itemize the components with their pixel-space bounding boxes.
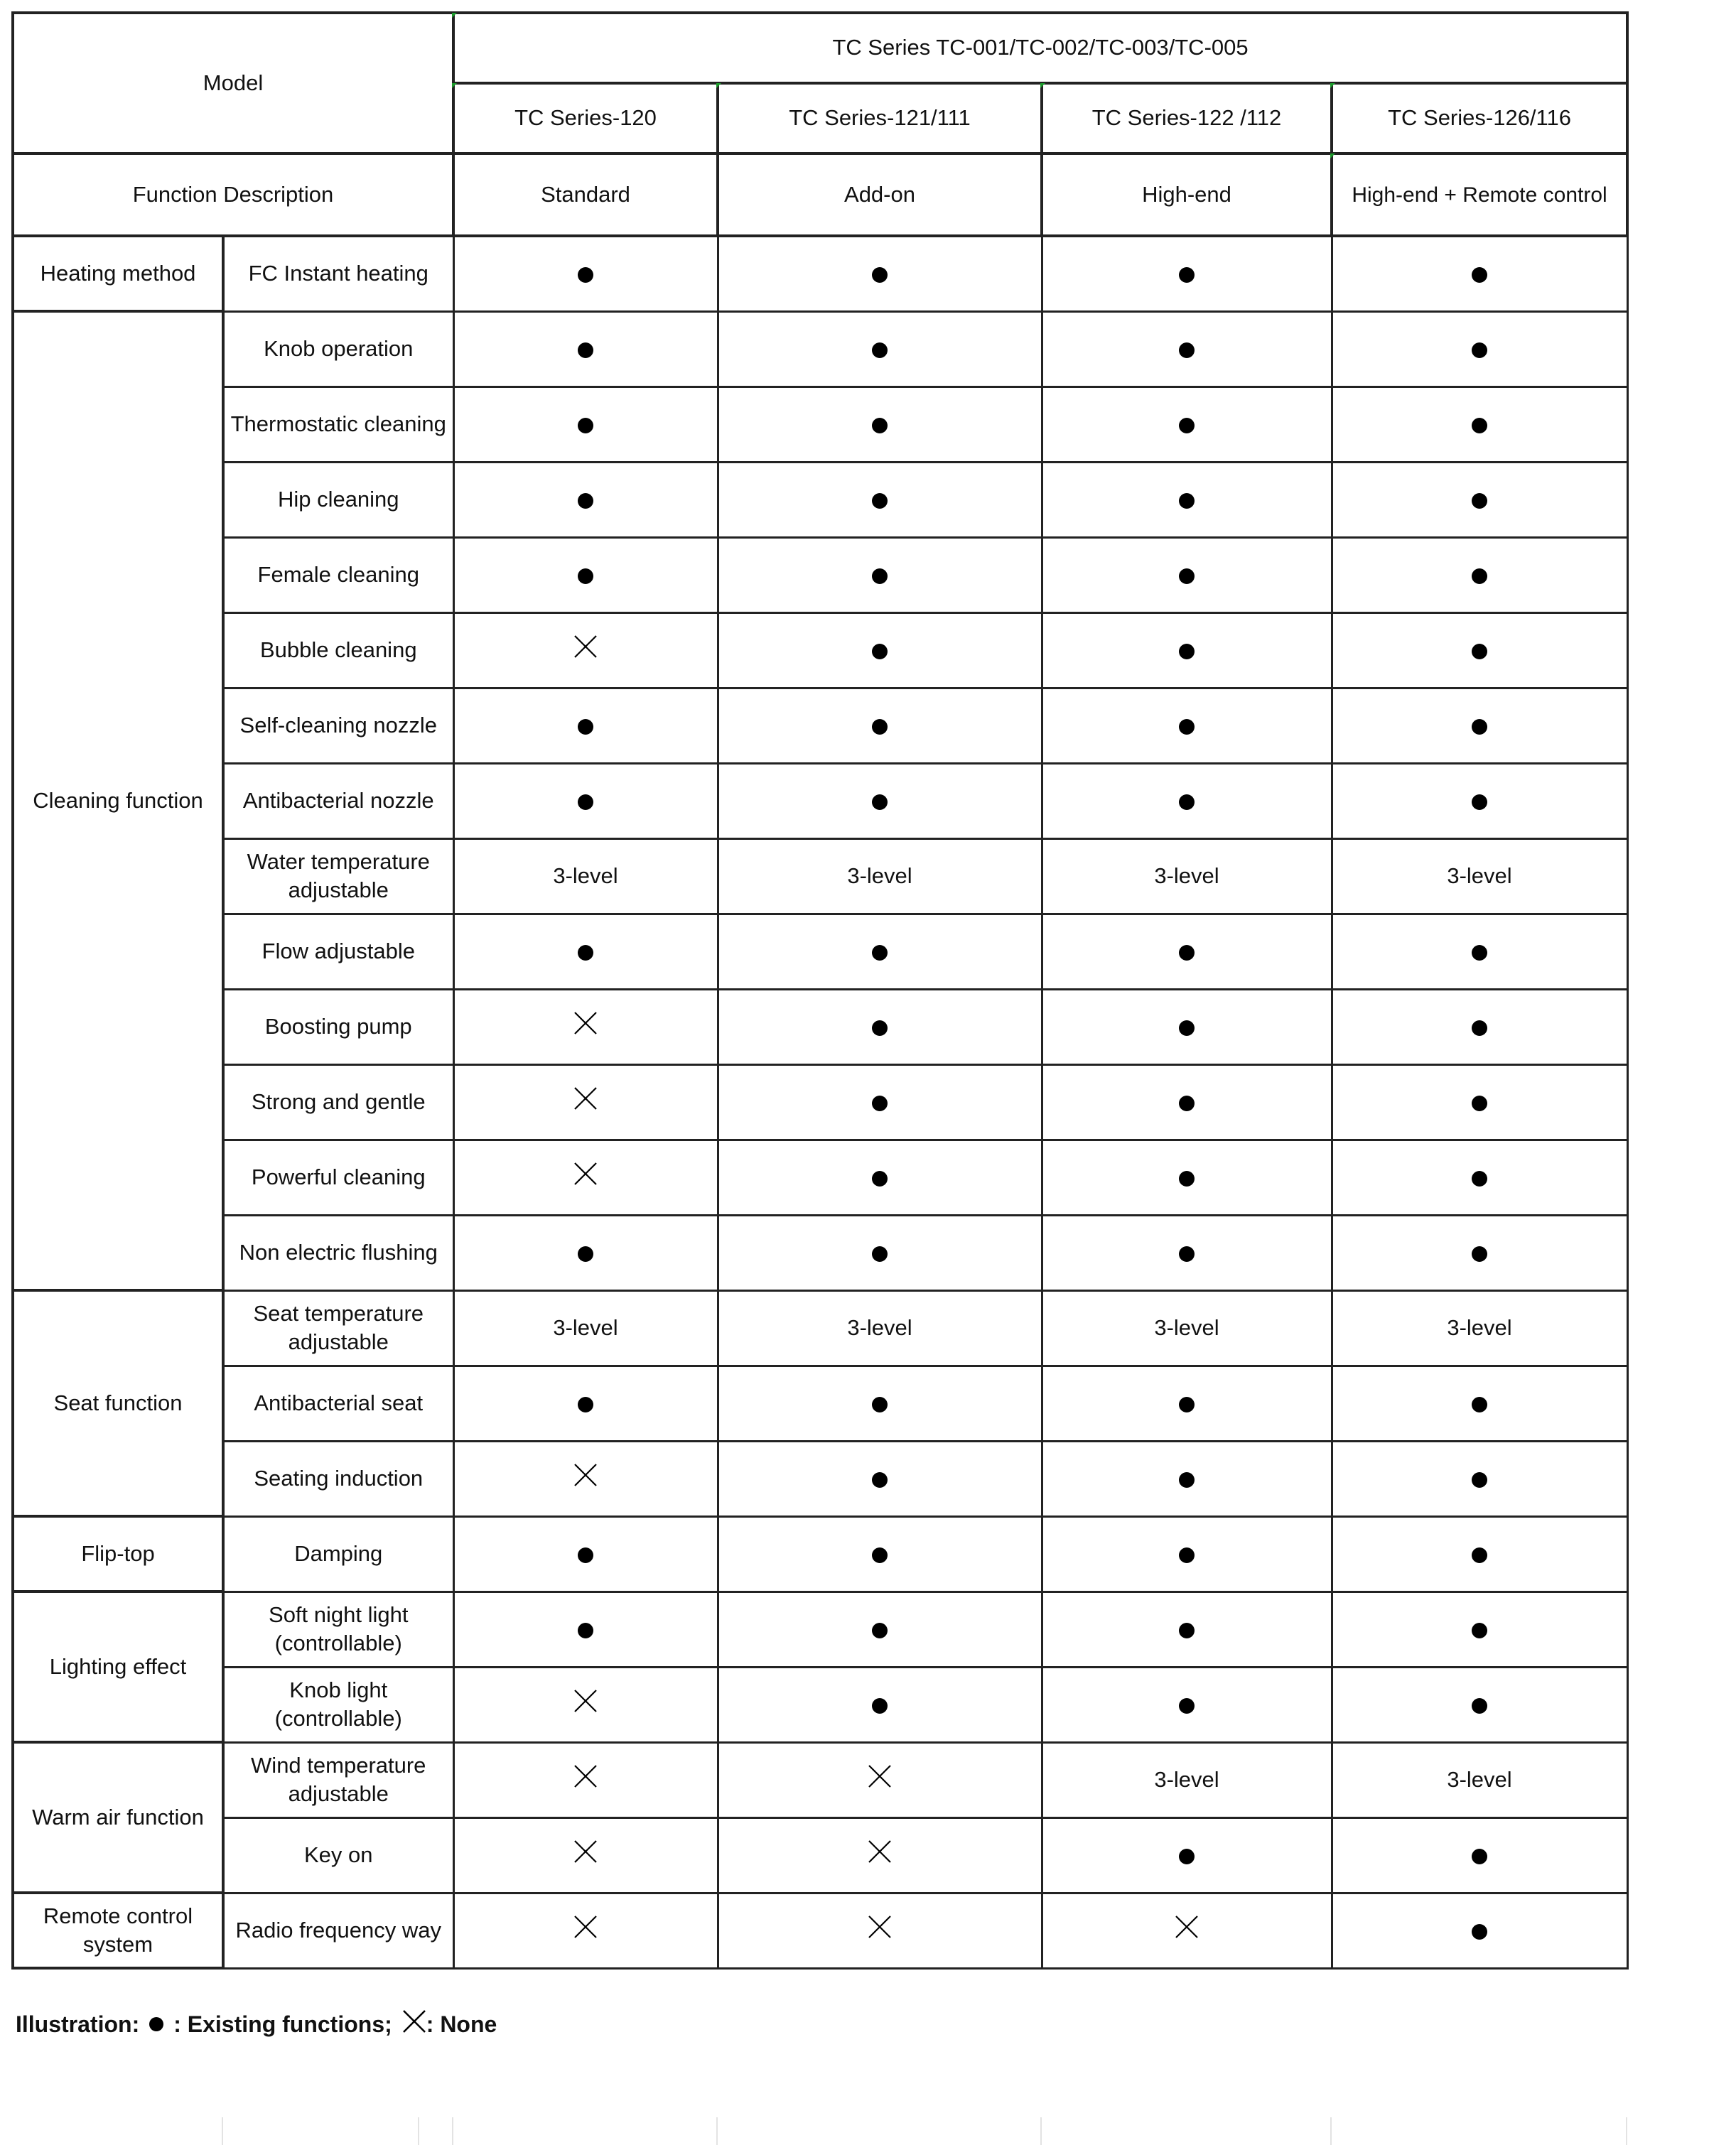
filled-dot-icon [578,493,593,509]
feature-label: Antibacterial nozzle [223,763,453,838]
comment-marker [1330,153,1335,158]
value-cell [718,387,1042,462]
value-cell [453,1140,718,1215]
filled-dot-icon [872,1096,888,1111]
table-row [13,1742,1627,1817]
value-text: 3-level [847,863,912,888]
value-text: 3-level [1447,1766,1512,1792]
table-row [13,838,1627,914]
filled-dot-icon [872,267,888,283]
value-cell [718,537,1042,612]
table-row [13,1592,1627,1667]
value-cell [1042,1817,1332,1893]
filled-dot-icon [578,1246,593,1262]
value-cell [718,1742,1042,1817]
value-cell [1042,1516,1332,1592]
filled-dot-icon [1179,493,1195,509]
table-row [13,688,1627,763]
value-cell [1332,1441,1627,1516]
table-row [13,462,1627,537]
value-cell [1332,537,1627,612]
filled-dot-icon [872,568,888,584]
cross-icon [573,1839,598,1871]
value-cell [1042,688,1332,763]
filled-dot-icon [578,418,593,433]
feature-label: Soft night light (controllable) [223,1592,453,1667]
legend [16,2009,497,2039]
value-cell [1042,1893,1332,1968]
value-cell [1332,838,1627,914]
filled-dot-icon [1472,418,1487,433]
feature-label: Water temperature adjustable [223,838,453,914]
feature-label: Damping [223,1516,453,1592]
value-cell [453,537,718,612]
value-cell [1042,1064,1332,1140]
legend-none-text: : None [426,2011,497,2037]
value-cell [1332,462,1627,537]
value-cell [453,914,718,989]
value-text: 3-level [1154,1314,1219,1340]
value-cell [1042,763,1332,838]
filled-dot-icon [872,493,888,509]
filled-dot-icon [1179,1397,1195,1412]
cross-icon [573,1162,598,1193]
filled-dot-icon [1472,794,1487,810]
cross-icon [573,1764,598,1795]
filled-dot-icon [1472,1698,1487,1714]
value-cell [1042,914,1332,989]
value-cell [1332,989,1627,1064]
value-cell [1042,1140,1332,1215]
filled-dot-icon [1472,267,1487,283]
value-cell [1042,1667,1332,1742]
filled-dot-icon [1179,644,1195,659]
series-title: TC Series TC-001/TC-002/TC-003/TC-005 [453,13,1627,83]
filled-dot-icon [1472,568,1487,584]
comment-marker [452,13,457,18]
value-cell [1042,387,1332,462]
value-cell [1042,1366,1332,1441]
value-cell [718,838,1042,914]
value-cell [453,387,718,462]
value-cell [1042,1215,1332,1290]
value-cell [718,688,1042,763]
value-cell [1042,838,1332,914]
value-cell [718,236,1042,311]
cross-icon [868,1764,892,1795]
filled-dot-icon [1179,342,1195,358]
feature-label: Boosting pump [223,989,453,1064]
filled-dot-icon [1179,1623,1195,1638]
filled-dot-icon [578,719,593,735]
tier-3: High-end [1042,153,1332,236]
feature-label: Antibacterial seat [223,1366,453,1441]
value-cell [718,462,1042,537]
filled-dot-icon [1472,1849,1487,1864]
tier-4: High-end + Remote control [1332,153,1627,236]
table-row [13,914,1627,989]
filled-dot-icon [1472,1547,1487,1563]
filled-dot-icon [872,945,888,961]
value-cell [718,914,1042,989]
feature-label: Radio frequency way [223,1893,453,1968]
value-cell [1332,1592,1627,1667]
feature-label: Knob light (controllable) [223,1667,453,1742]
filled-dot-icon [1472,1397,1487,1412]
spec-table [11,11,1629,1970]
filled-dot-icon [872,1246,888,1262]
cross-icon [573,1689,598,1720]
value-cell [453,688,718,763]
comment-marker [452,83,457,88]
value-cell [1332,1290,1627,1366]
cross-icon [573,634,598,666]
value-cell [453,1742,718,1817]
table-row [13,1064,1627,1140]
value-text: 3-level [1154,863,1219,888]
value-cell [1042,236,1332,311]
value-cell [453,838,718,914]
filled-dot-icon [578,1623,593,1638]
filled-dot-icon [1179,1472,1195,1488]
value-text: 3-level [553,1314,618,1340]
filled-dot-icon [872,1397,888,1412]
legend-prefix: Illustration: [16,2011,140,2037]
value-cell [1332,763,1627,838]
feature-label: Wind temperature adjustable [223,1742,453,1817]
feature-label: Female cleaning [223,537,453,612]
filled-dot-icon [872,1171,888,1187]
feature-label: Seat temperature adjustable [223,1290,453,1366]
table-row [13,763,1627,838]
value-cell [718,1817,1042,1893]
value-cell [453,1817,718,1893]
filled-dot-icon [1472,493,1487,509]
value-cell [1332,612,1627,688]
value-text: 3-level [1447,1314,1512,1340]
value-cell [1042,612,1332,688]
value-cell [1042,1290,1332,1366]
group-label: Seat function [13,1290,223,1516]
value-cell [453,462,718,537]
filled-dot-icon [1179,1246,1195,1262]
value-cell [718,1366,1042,1441]
tier-2: Add-on [718,153,1042,236]
value-cell [718,1516,1042,1592]
value-text: 3-level [1447,863,1512,888]
filled-dot-icon [1472,644,1487,659]
filled-dot-icon [872,719,888,735]
cross-icon [573,1086,598,1118]
table-row [13,1215,1627,1290]
column-header-1: TC Series-120 [453,83,718,153]
value-cell [1042,1742,1332,1817]
filled-dot-icon [578,342,593,358]
filled-dot-icon [1179,1849,1195,1864]
value-cell [718,1592,1042,1667]
filled-dot-icon [872,794,888,810]
cross-icon [868,1915,892,1946]
filled-dot-icon [578,1547,593,1563]
feature-label: Bubble cleaning [223,612,453,688]
value-cell [453,1215,718,1290]
filled-dot-icon [1179,794,1195,810]
table-row [13,537,1627,612]
value-cell [453,1516,718,1592]
table-row [13,1817,1627,1893]
cross-icon [1175,1915,1199,1946]
value-cell [453,1592,718,1667]
filled-dot-icon [1179,1020,1195,1036]
value-cell [1332,914,1627,989]
feature-label: Non electric flushing [223,1215,453,1290]
value-cell [453,1667,718,1742]
group-label: Flip-top [13,1516,223,1592]
table-row [13,1441,1627,1516]
filled-dot-icon [1179,1698,1195,1714]
filled-dot-icon [1472,1020,1487,1036]
filled-dot-icon [1472,719,1487,735]
table-row [13,236,1627,311]
value-cell [718,1215,1042,1290]
cross-icon [573,1915,598,1946]
feature-label: Hip cleaning [223,462,453,537]
value-cell [453,1064,718,1140]
feature-label: FC Instant heating [223,236,453,311]
feature-label: Seating induction [223,1441,453,1516]
value-cell [1332,1667,1627,1742]
value-cell [1332,1140,1627,1215]
value-cell [453,989,718,1064]
value-text: 3-level [1154,1766,1219,1792]
filled-dot-icon [872,342,888,358]
cross-icon [402,2009,426,2039]
value-cell [718,311,1042,387]
value-cell [1042,462,1332,537]
feature-label: Strong and gentle [223,1064,453,1140]
table-row [13,1893,1627,1968]
value-cell [453,612,718,688]
value-cell [1332,1817,1627,1893]
filled-dot-icon [1179,1547,1195,1563]
value-cell [1042,537,1332,612]
cross-icon [868,1839,892,1871]
group-label: Cleaning function [13,311,223,1290]
group-label: Remote control system [13,1893,223,1968]
filled-dot-icon [578,1397,593,1412]
legend-existing-text: : Existing functions; [173,2011,392,2037]
group-label: Lighting effect [13,1592,223,1742]
value-cell [718,1893,1042,1968]
column-header-3: TC Series-122 /112 [1042,83,1332,153]
filled-dot-icon [1472,1924,1487,1940]
grid-tick [1330,2117,1332,2145]
grid-tick [222,2117,223,2145]
value-cell [1332,1516,1627,1592]
value-cell [718,763,1042,838]
value-cell [453,1441,718,1516]
filled-dot-icon [1472,1246,1487,1262]
filled-dot-icon [1179,568,1195,584]
value-cell [453,1893,718,1968]
filled-dot-icon [578,945,593,961]
grid-tick [716,2117,718,2145]
value-cell [1332,1064,1627,1140]
cross-icon [573,1463,598,1494]
value-cell [718,612,1042,688]
value-cell [1332,387,1627,462]
table-row [13,1366,1627,1441]
filled-dot-icon [872,1698,888,1714]
table-row [13,612,1627,688]
feature-label: Self-cleaning nozzle [223,688,453,763]
value-cell [1042,311,1332,387]
grid-tick [418,2117,419,2145]
table-row [13,1140,1627,1215]
cross-icon [573,1011,598,1042]
filled-dot-icon [1179,1171,1195,1187]
filled-dot-icon [1179,267,1195,283]
feature-label: Knob operation [223,311,453,387]
feature-label: Thermostatic cleaning [223,387,453,462]
filled-dot-icon [1179,1096,1195,1111]
model-header: Model [13,13,453,153]
filled-dot-icon [578,568,593,584]
filled-dot-icon [1472,1623,1487,1638]
value-cell [1042,1441,1332,1516]
value-cell [1332,1366,1627,1441]
feature-label: Powerful cleaning [223,1140,453,1215]
value-cell [453,1366,718,1441]
comment-marker [1330,83,1335,88]
filled-dot-icon [1472,945,1487,961]
value-cell [718,1140,1042,1215]
group-label: Warm air function [13,1742,223,1893]
column-header-4: TC Series-126/116 [1332,83,1627,153]
value-cell [718,1441,1042,1516]
table-row [13,387,1627,462]
value-cell [1332,236,1627,311]
filled-dot-icon [872,1623,888,1638]
value-cell [1332,1893,1627,1968]
value-cell [718,1667,1042,1742]
filled-dot-icon [578,794,593,810]
value-text: 3-level [553,863,618,888]
table-row [13,1667,1627,1742]
filled-dot-icon [872,1547,888,1563]
feature-label: Key on [223,1817,453,1893]
column-header-2: TC Series-121/111 [718,83,1042,153]
value-cell [453,1290,718,1366]
function-description-header: Function Description [13,153,453,236]
value-cell [1042,1592,1332,1667]
table-row [13,311,1627,387]
filled-dot-icon [872,644,888,659]
value-cell [453,763,718,838]
filled-dot-icon [1472,1472,1487,1488]
value-text: 3-level [847,1314,912,1340]
value-cell [718,1064,1042,1140]
filled-dot-icon [578,267,593,283]
filled-dot-icon [1472,342,1487,358]
value-cell [1332,311,1627,387]
grid-tick [1040,2117,1042,2145]
table-row [13,1516,1627,1592]
filled-dot-icon [1179,945,1195,961]
value-cell [718,1290,1042,1366]
filled-dot-icon [1472,1096,1487,1111]
value-cell [453,236,718,311]
comment-marker [1040,83,1045,88]
filled-dot-icon [1472,1171,1487,1187]
filled-dot-icon [1179,719,1195,735]
value-cell [718,989,1042,1064]
filled-dot-icon [872,1472,888,1488]
filled-dot-icon [149,2017,163,2031]
value-cell [1332,1215,1627,1290]
filled-dot-icon [872,1020,888,1036]
group-label: Heating method [13,236,223,311]
value-cell [453,311,718,387]
feature-label: Flow adjustable [223,914,453,989]
filled-dot-icon [872,418,888,433]
grid-tick [452,2117,453,2145]
filled-dot-icon [1179,418,1195,433]
tier-1: Standard [453,153,718,236]
table-row [13,989,1627,1064]
value-cell [1332,688,1627,763]
value-cell [1332,1742,1627,1817]
value-cell [1042,989,1332,1064]
table-row [13,1290,1627,1366]
grid-tick [1626,2117,1627,2145]
comment-marker [716,83,721,88]
